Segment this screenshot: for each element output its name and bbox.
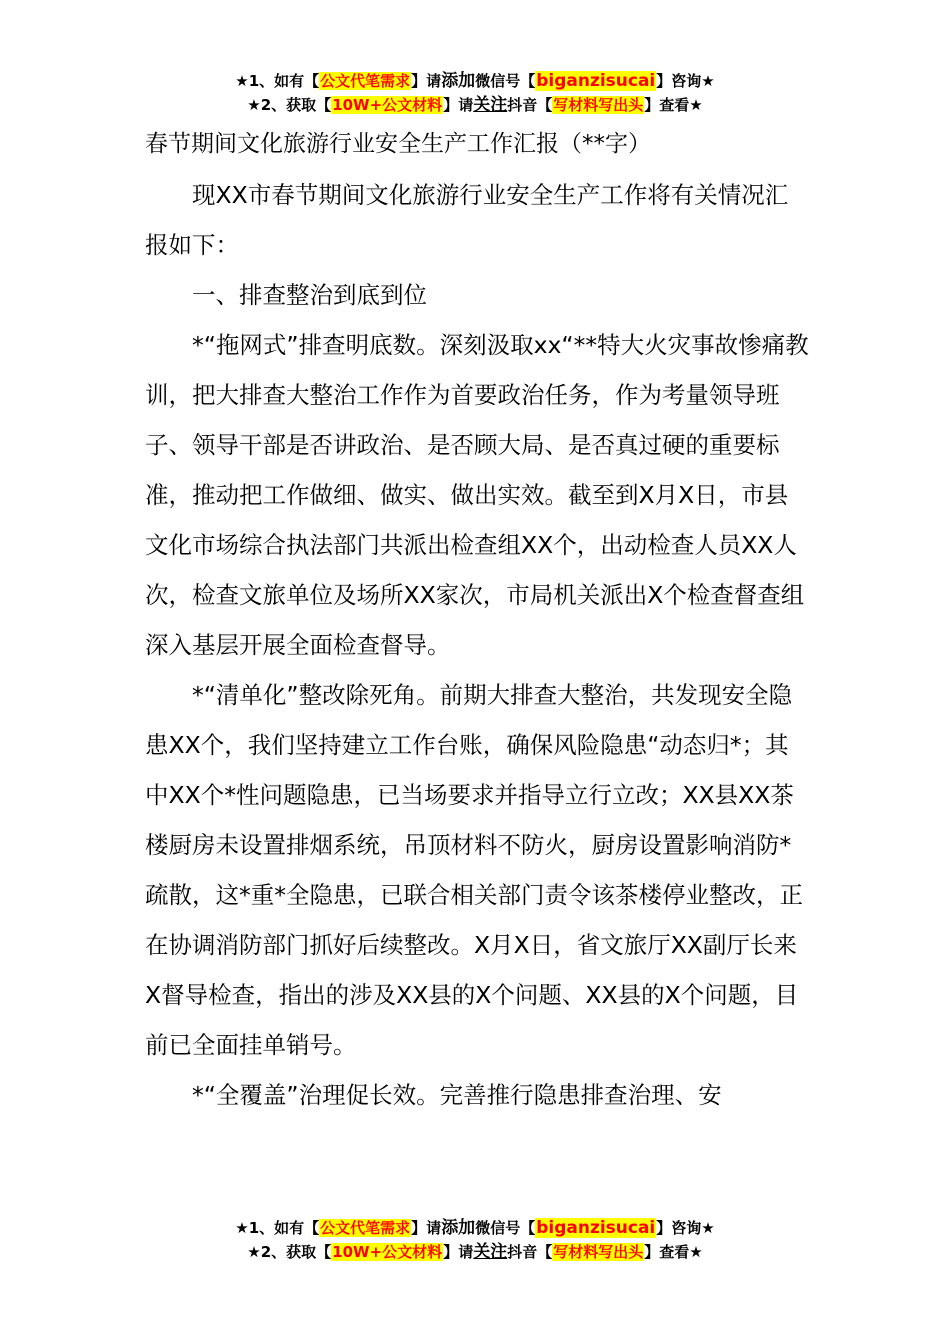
- banner-text: ★2、获取【: [247, 1243, 332, 1261]
- banner-text: ★1、如有【: [235, 1219, 320, 1237]
- header-banner: [0, 69, 950, 117]
- banner-text: 】查看★: [644, 96, 703, 114]
- paragraph-intro: 现XX市春节期间文化旅游行业安全生产工作将有关情况汇报如下：: [145, 181, 789, 259]
- banner-text: 微信号【: [475, 1219, 536, 1237]
- banner-line-1: [0, 69, 950, 93]
- banner-line-2: [0, 1240, 950, 1264]
- banner-text: 微信号【: [475, 72, 536, 90]
- banner-highlight: 10W+公文材料: [332, 96, 443, 114]
- paragraph: *“拖网式”排查明底数。深刻汲取xx“**特大火灾事故惨痛教训，把大排查大整治工作作为首要政治任务，作为考量领导班子、领导干部是否讲政治、是否顾大局、是否真过硬的重要标准，推动把工作做细、做实、做出实效。截至到X月X日，市县文化市场综合执法部门共派出检查组XX个，出动检查人员XX人次，检查文旅单位及场所XX家次，市局机关派出X个检查督查组深入基层开展全面检查督导。: [145, 331, 809, 659]
- banner-text: 抖音【: [507, 96, 553, 114]
- banner-emphasis: 关注: [473, 1242, 508, 1262]
- document-title: 春节期间文化旅游行业安全生产工作汇报（**字）: [145, 131, 651, 157]
- footer-banner: [0, 1216, 950, 1264]
- section-heading: 一、排查整治到底到位: [192, 281, 427, 309]
- banner-wechat-id: biganzisucai: [536, 71, 656, 91]
- banner-emphasis: 添加: [441, 71, 476, 91]
- banner-text: ★1、如有【: [235, 72, 320, 90]
- banner-highlight: 公文代笔需求: [320, 1219, 411, 1237]
- banner-text: 】请: [443, 1243, 474, 1261]
- banner-douyin-id: 写材料写出头: [553, 1243, 644, 1261]
- document-body: [145, 124, 810, 1120]
- paragraph: *“清单化”整改除死角。前期大排查大整治，共发现安全隐患XX个，我们坚持建立工作台账，确保风险隐患“动态归*；其中XX个*性问题隐患，已当场要求并指导立行立改；XX县XX茶楼厨房未设置排烟系统，吊顶材料不防火，厨房设置影响消防*疏散，这*重*全隐患，已联合相关部门责令该茶楼停业整改，正在协调消防部门抓好后续整改。X月X日，省文旅厅XX副厅长来X督导检查，指出的涉及XX县的X个问题、XX县的X个问题，目前已全面挂单销号。: [145, 681, 803, 1059]
- banner-highlight: 10W+公文材料: [332, 1243, 443, 1261]
- banner-douyin-id: 写材料写出头: [553, 96, 644, 114]
- banner-emphasis: 添加: [441, 1218, 476, 1238]
- banner-text: 】查看★: [644, 1243, 703, 1261]
- banner-text: 】请: [411, 1219, 442, 1237]
- banner-text: 】咨询★: [656, 72, 715, 90]
- banner-text: ★2、获取【: [247, 96, 332, 114]
- banner-highlight: 公文代笔需求: [320, 72, 411, 90]
- banner-emphasis: 关注: [473, 95, 508, 115]
- paragraph: *“全覆盖”治理促长效。完善推行隐患排查治理、安: [192, 1081, 722, 1109]
- banner-text: 】咨询★: [656, 1219, 715, 1237]
- banner-wechat-id: biganzisucai: [536, 1218, 656, 1238]
- banner-text: 抖音【: [507, 1243, 553, 1261]
- banner-text: 】请: [411, 72, 442, 90]
- banner-line-1: [0, 1216, 950, 1240]
- banner-line-2: [0, 93, 950, 117]
- banner-text: 】请: [443, 96, 474, 114]
